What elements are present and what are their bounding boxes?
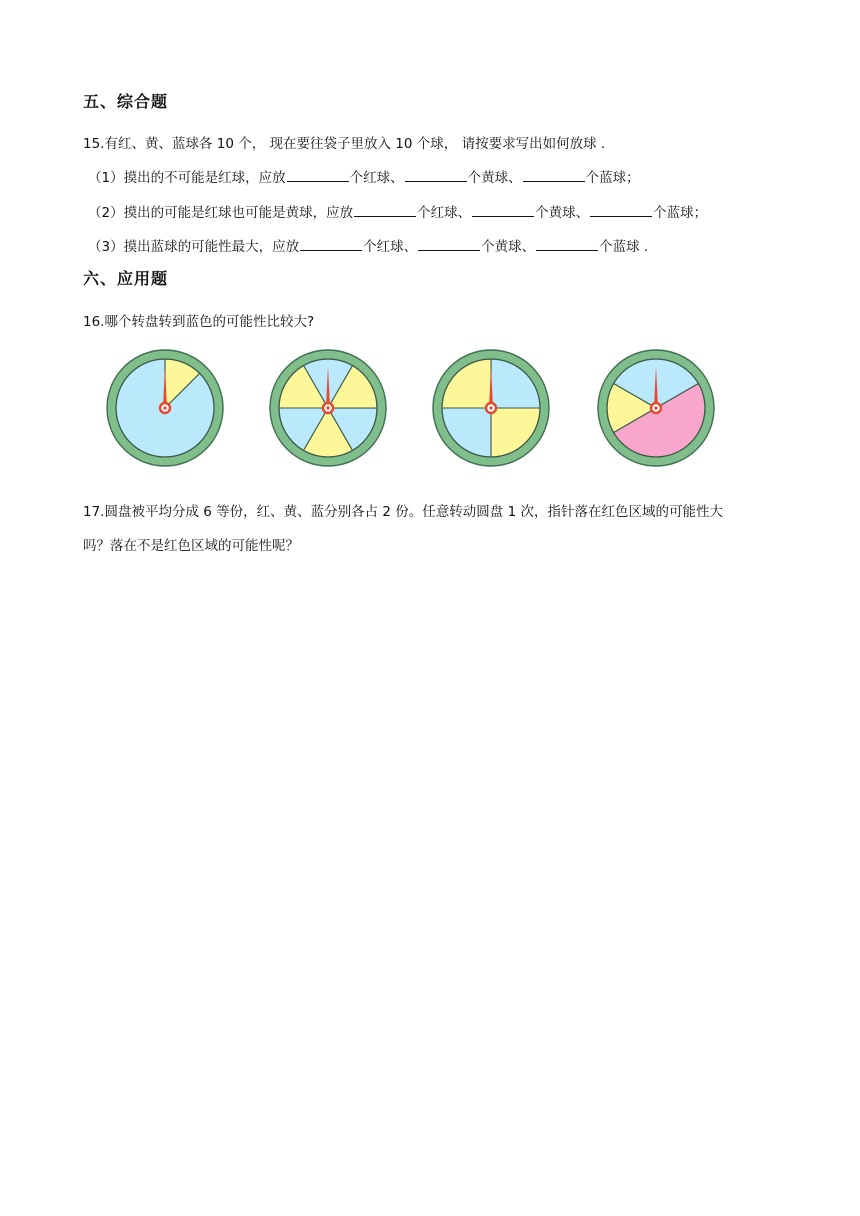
part-3-mid-2: 个黄球、 <box>481 239 536 255</box>
answer-blank[interactable] <box>354 204 416 217</box>
answer-blank[interactable] <box>405 169 467 182</box>
spinner-hub-dot <box>654 406 657 409</box>
spinner-hub-dot <box>489 406 492 409</box>
spinner-1 <box>105 348 225 468</box>
question-15-stem: 15.有红、黄、蓝球各 10 个， 现在要往袋子里放入 10 个球， 请按要求写出如何放球 . <box>83 136 606 152</box>
answer-blank[interactable] <box>287 169 349 182</box>
part-3-mid-1: 个红球、 <box>363 239 418 255</box>
sector-blue <box>491 359 540 408</box>
part-1-mid-2: 个黄球、 <box>467 170 522 186</box>
part-2-mid-1: 个红球、 <box>417 205 472 221</box>
question-17-line-1: 17.圆盘被平均分成 6 等份，红、黄、蓝分别各占 2 份。任意转动圆盘 1 次，指针落在红色区域的可能性大 <box>83 504 723 520</box>
spinner-hub-dot <box>163 406 166 409</box>
spinner-4 <box>596 348 716 468</box>
question-15-part-3 <box>88 235 648 255</box>
sector-yellow <box>442 359 491 408</box>
answer-blank[interactable] <box>590 204 652 217</box>
part-2-lead: （2）摸出的可能是红球也可能是黄球，应放 <box>88 205 354 221</box>
part-1-tail: 个蓝球； <box>585 170 640 186</box>
answer-blank[interactable] <box>523 169 585 182</box>
part-3-lead: （3）摸出蓝球的可能性最大，应放 <box>88 239 300 255</box>
sector-yellow <box>491 408 540 457</box>
part-2-tail: 个蓝球； <box>653 205 708 221</box>
spinner-3 <box>431 348 551 468</box>
section-heading-6: 六、应用题 <box>83 269 169 288</box>
spinner-2 <box>268 348 388 468</box>
answer-blank[interactable] <box>536 238 598 251</box>
question-15-part-1 <box>88 166 640 186</box>
sector-blue <box>442 408 491 457</box>
spinner-hub-dot <box>326 406 329 409</box>
part-3-tail: 个蓝球 . <box>599 239 649 255</box>
answer-blank[interactable] <box>300 238 362 251</box>
question-16-stem: 16.哪个转盘转到蓝色的可能性比较大? <box>83 314 315 330</box>
part-1-mid-1: 个红球、 <box>349 170 404 186</box>
part-2-mid-2: 个黄球、 <box>535 205 590 221</box>
spinner-row <box>105 348 725 470</box>
answer-blank[interactable] <box>418 238 480 251</box>
part-1-lead: （1）摸出的不可能是红球，应放 <box>88 170 286 186</box>
question-17-line-2: 吗？落在不是红色区域的可能性呢？ <box>83 538 299 554</box>
answer-blank[interactable] <box>472 204 534 217</box>
question-15-part-2 <box>88 201 707 221</box>
section-heading-5: 五、综合题 <box>83 92 169 111</box>
